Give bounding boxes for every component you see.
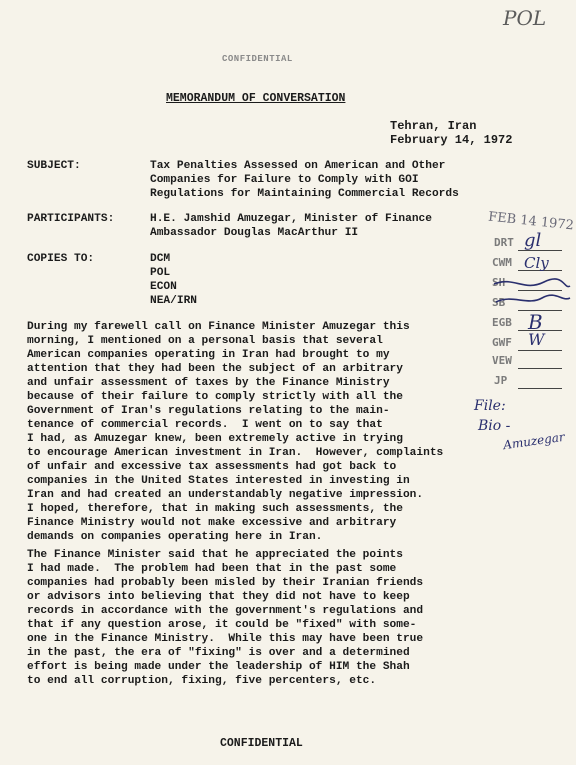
text-line: I had, as Amuzegar knew, been extremely active in trying [27, 433, 403, 445]
pencil-note: POL [503, 6, 547, 30]
file-note: File: [474, 398, 506, 414]
stamp-initial: W [528, 330, 545, 349]
stamp-rule [518, 368, 562, 369]
stamp-code: JP [494, 374, 508, 387]
text-line: effort is being made under the leadership of HIM the Shah [27, 661, 410, 673]
text-line: companies had probably been misled by their Iranian friends [27, 577, 424, 589]
text-line: or advisors into believing that they did not have to keep [27, 591, 410, 603]
text-line: tenance of commercial records. I went on to say that [27, 419, 383, 431]
text-line: Government of Iran's regulations relating to the main- [27, 405, 390, 417]
text-line: I hoped, therefore, that in making such assessments, the [27, 503, 403, 515]
text-line: demands on companies operating here in Iran. [27, 531, 323, 543]
text-line: and unfair assessment of taxes by the Finance Ministry [27, 377, 390, 389]
text-line: of unfair and excessive tax assessments had got back to [27, 461, 397, 473]
stamp-rule [518, 350, 562, 351]
stamp-initial: B [528, 310, 543, 334]
subject-line: Companies for Failure to Comply with GOI [150, 174, 419, 186]
copy-recipient: ECON [150, 281, 177, 293]
text-line: because of their failure to comply strictly with all the [27, 391, 403, 403]
routing-stamp [484, 209, 575, 392]
bottom-classification: CONFIDENTIAL [220, 737, 303, 750]
stamp-initial: Cly [524, 254, 549, 272]
subject-line: Tax Penalties Assessed on American and Other [150, 160, 446, 172]
participant: Ambassador Douglas MacArthur II [150, 227, 359, 239]
text-line: companies in the United States interested in investing in [27, 475, 410, 487]
text-line: in the past, the era of "fixing" is over and a determined [27, 647, 410, 659]
text-line: American companies operating in Iran had brought to my [27, 349, 390, 361]
stamp-code: GWF [492, 336, 512, 349]
participant: H.E. Jamshid Amuzegar, Minister of Finance [150, 213, 432, 225]
stamp-code: VEW [492, 354, 512, 367]
stamp-code: SB [492, 296, 506, 309]
stamp-date: FEB 14 1972 [487, 209, 575, 234]
text-line: to encourage American investment in Iran. However, complaints [27, 447, 444, 459]
subject-line: Regulations for Maintaining Commercial Records [150, 188, 459, 200]
stamp-rule [518, 388, 562, 389]
bio-name: Amuzegar [502, 429, 566, 453]
text-line: records in accordance with the government's regulations and [27, 605, 424, 617]
text-line: attention that they had been the subject of an arbitrary [27, 363, 403, 375]
copy-recipient: NEA/IRN [150, 295, 197, 307]
paragraph-2 [27, 548, 423, 688]
subject-label: SUBJECT: [27, 160, 81, 172]
top-classification: CONFIDENTIAL [222, 54, 293, 64]
text-line: During my farewell call on Finance Minister Amuzegar this [27, 321, 410, 333]
copy-recipient: POL [150, 267, 171, 279]
stamp-code: SH [492, 276, 506, 289]
text-line: The Finance Minister said that he appreciated the points [27, 549, 403, 561]
subject-block [150, 159, 459, 201]
text-line: morning, I mentioned on a personal basis that several [27, 335, 383, 347]
participants-label: PARTICIPANTS: [27, 213, 115, 225]
text-line: that if any question arose, it could be "fixed" with some- [27, 619, 417, 631]
copies-label: COPIES TO: [27, 253, 95, 265]
stamp-code: EGB [492, 316, 512, 329]
text-line: to end all corruption, fixing, five percenters, etc. [27, 675, 377, 687]
place: Tehran, Iran [390, 119, 477, 133]
participants-block [150, 212, 432, 240]
stamp-code: DRT [494, 236, 514, 249]
text-line: one in the Finance Ministry. While this may have been true [27, 633, 424, 645]
stamp-initial: gl [524, 230, 542, 251]
bio-note: Bio - [478, 418, 511, 434]
memo-date: February 14, 1972 [390, 133, 513, 147]
copy-recipient: DCM [150, 253, 171, 265]
stamp-code: CWM [492, 256, 512, 269]
text-line: Iran and had created an understandably negative impression. [27, 489, 424, 501]
text-line: I had made. The problem had been that in the past some [27, 563, 397, 575]
paragraph-1 [27, 320, 443, 544]
text-line: Finance Ministry would not make excessive and arbitrary [27, 517, 397, 529]
copies-block [150, 252, 197, 308]
stamp-scribble [484, 272, 574, 312]
memo-title: MEMORANDUM OF CONVERSATION [166, 92, 346, 105]
